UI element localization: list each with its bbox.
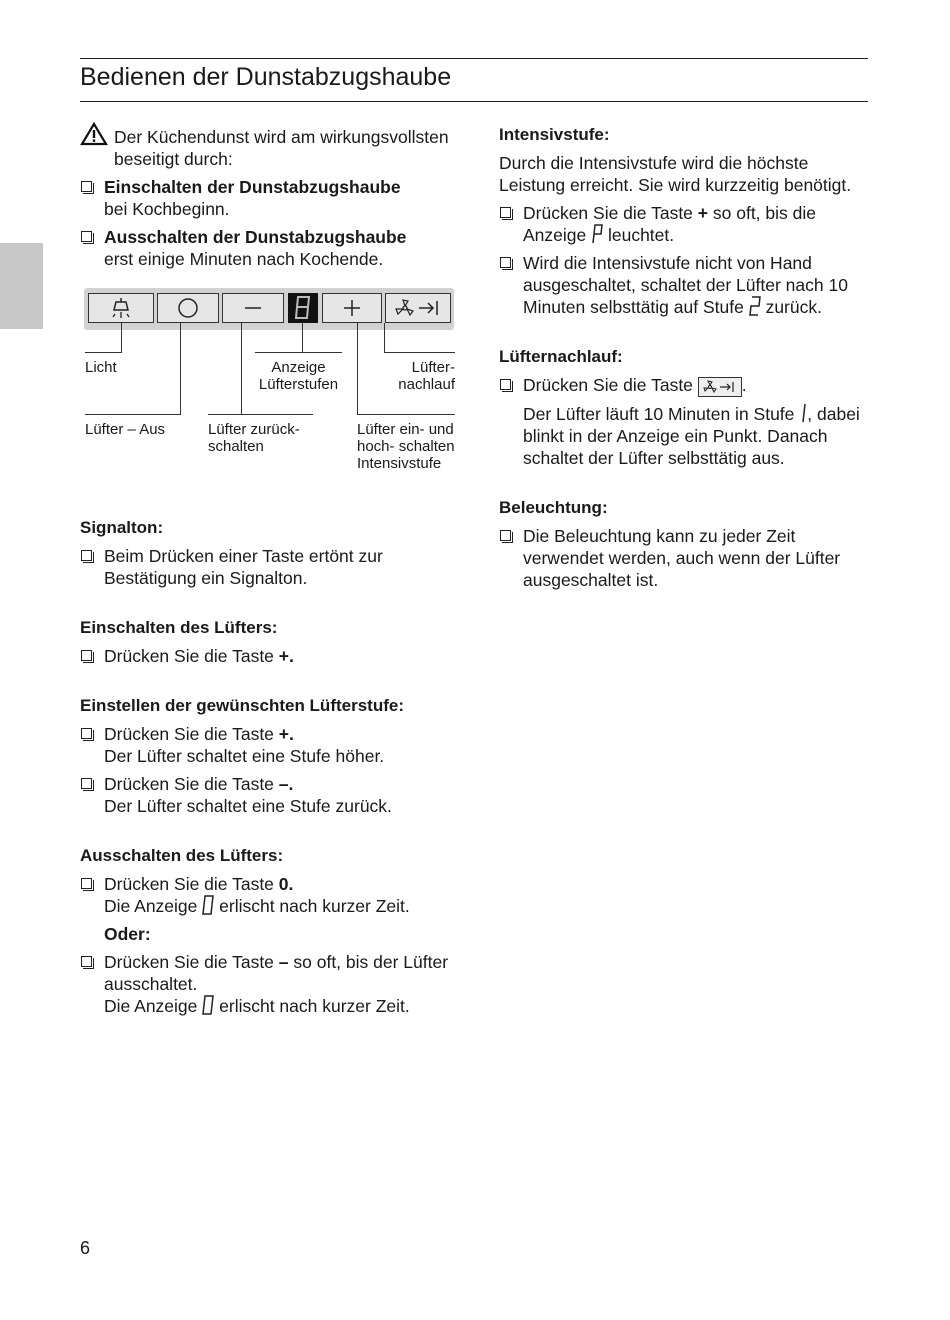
- item-text: Beim Drücken einer Taste ertönt zur Bestätigung ein Signalton.: [104, 546, 383, 588]
- seven-segment-display-icon: [294, 295, 312, 321]
- item-text: Drücken Sie die Taste: [104, 724, 279, 744]
- item-text: Die Beleuchtung kann zu jeder Zeit verwendet werden, auch wenn der Lüfter ausgeschaltet ist.: [523, 526, 841, 590]
- list-item: [80, 951, 470, 1017]
- page-title: Bedienen der Dunstabzugshaube: [80, 63, 452, 91]
- off-button: [157, 293, 219, 323]
- checkbox-bullet-icon: [81, 181, 92, 192]
- intro-text: Durch die Intensivstufe wird die höchste Leistung erreicht. Sie wird kurzzeitig benötigt.: [499, 153, 852, 195]
- einschalten-section: [80, 617, 470, 667]
- checkbox-bullet-icon: [81, 650, 92, 661]
- checkbox-bullet-icon: [81, 550, 92, 561]
- plus-icon: [341, 297, 363, 319]
- intensiv-section: [499, 124, 869, 318]
- beleuchtung-section: [499, 497, 869, 591]
- item-text: Die Anzeige: [104, 896, 203, 916]
- checkbox-bullet-icon: [500, 530, 511, 541]
- leader-line: [241, 323, 242, 415]
- key-label: +.: [278, 646, 294, 666]
- einstellen-section: [80, 695, 470, 817]
- leader-line: [357, 323, 358, 415]
- list-item: [80, 645, 470, 667]
- list-item: [499, 252, 869, 318]
- item-text: Drücken Sie die Taste: [104, 874, 279, 894]
- item-text: erlischt nach kurzer Zeit.: [214, 896, 410, 916]
- item-text: Der Lüfter schaltet eine Stufe zurück.: [104, 796, 392, 816]
- checkbox-bullet-icon: [81, 728, 92, 739]
- item-text: Der Lüfter schaltet eine Stufe höher.: [104, 746, 385, 766]
- ausschalten-section: [80, 845, 470, 1017]
- right-column: [499, 124, 869, 597]
- list-item: [80, 226, 470, 270]
- item-text: Drücken Sie die Taste: [523, 203, 698, 223]
- control-panel-diagram: [80, 288, 456, 493]
- minus-button: [222, 293, 284, 323]
- intro-section: [80, 126, 470, 270]
- item-text: , dabei blinkt in der Anzeige ein Punkt. Danach schaltet der Lüfter selbsttätig aus.: [523, 404, 860, 468]
- list-item: [80, 873, 470, 917]
- item-text: zurück.: [760, 297, 822, 317]
- item-text: Drücken Sie die Taste: [523, 375, 698, 395]
- list-item: [80, 773, 470, 817]
- nachlauf-section: [499, 346, 869, 469]
- list-item: [499, 202, 869, 246]
- nachlauf-paragraph: [499, 403, 869, 469]
- leader-line: [357, 414, 455, 415]
- leader-line: [255, 352, 342, 353]
- section-heading: Intensivstufe:: [499, 125, 610, 144]
- fan-afterrun-key: [698, 377, 742, 397]
- section-heading: Lüfternachlauf:: [499, 347, 623, 366]
- item-text: Der Lüfter läuft 10 Minuten in Stufe: [523, 404, 800, 424]
- item-text: so oft, bis der Lüfter ausschaltet.: [104, 952, 449, 994]
- leader-line: [208, 414, 313, 415]
- label-nachlauf: Lüfter- nachlauf: [398, 359, 455, 393]
- item-text: Drücken Sie die Taste: [104, 952, 279, 972]
- checkbox-bullet-icon: [81, 956, 92, 967]
- leader-line: [302, 323, 303, 353]
- section-heading: Beleuchtung:: [499, 498, 608, 517]
- display-two-icon: [749, 296, 761, 316]
- list-item: [499, 525, 869, 591]
- item-text: Drücken Sie die Taste: [104, 646, 279, 666]
- header-top-rule: [80, 58, 868, 59]
- warning-text: Der Küchendunst wird am wirkungsvollsten beseitigt durch:: [114, 127, 449, 169]
- section-heading: Einschalten des Lüfters:: [80, 618, 278, 637]
- minus-icon: [242, 297, 264, 319]
- checkbox-bullet-icon: [81, 231, 92, 242]
- fan-afterrun-icon: [393, 297, 443, 319]
- chapter-tab: [0, 243, 43, 329]
- key-label: +: [697, 203, 709, 223]
- fan-afterrun-icon: [702, 380, 738, 394]
- item-text: Wird die Intensivstufe nicht von Hand ausgeschaltet, schaltet der Lüfter nach 10 Minuten selbsttätig auf Stufe: [523, 253, 848, 317]
- display-p-icon: [591, 224, 603, 244]
- left-column: [80, 126, 470, 1023]
- leader-line: [85, 352, 122, 353]
- warning-icon: [80, 122, 108, 146]
- item-text: so oft, bis die Anzeige: [523, 203, 816, 245]
- item-text: Drücken Sie die Taste: [104, 774, 279, 794]
- list-item: [80, 723, 470, 767]
- fan-afterrun-button: [385, 293, 451, 323]
- checkbox-bullet-icon: [81, 778, 92, 789]
- leader-line: [121, 323, 122, 353]
- item-bold: Einschalten der Dunstabzugshaube: [104, 177, 401, 197]
- label-zurueck: Lüfter zurück- schalten: [208, 421, 300, 455]
- page-number: 6: [80, 1238, 91, 1258]
- leader-line: [85, 414, 181, 415]
- leader-line: [180, 323, 181, 415]
- key-label: 0.: [278, 874, 294, 894]
- item-bold: Ausschalten der Dunstabzugshaube: [104, 227, 407, 247]
- fan-level-display: [288, 293, 318, 323]
- display-zero-icon: [202, 895, 214, 915]
- key-label: +.: [278, 724, 294, 744]
- list-item: [499, 374, 869, 397]
- list-item: [80, 176, 470, 220]
- label-ein: Lüfter ein- und hoch- schalten Intensivstufe: [357, 421, 455, 472]
- display-zero-icon: [202, 995, 214, 1015]
- item-text: erlischt nach kurzer Zeit.: [214, 996, 410, 1016]
- light-button: [88, 293, 154, 323]
- item-text: leuchtet.: [603, 225, 675, 245]
- list-item: [80, 545, 470, 589]
- checkbox-bullet-icon: [500, 379, 511, 390]
- section-heading: Ausschalten des Lüfters:: [80, 846, 284, 865]
- signalton-section: [80, 517, 470, 589]
- section-heading: Einstellen der gewünschten Lüfterstufe:: [80, 696, 404, 715]
- section-heading: Signalton:: [80, 518, 164, 537]
- header-bottom-rule: [80, 101, 868, 102]
- light-icon: [110, 295, 132, 321]
- label-licht: Licht: [85, 359, 117, 376]
- key-label: –.: [278, 774, 294, 794]
- checkbox-bullet-icon: [81, 878, 92, 889]
- item-text: bei Kochbeginn.: [104, 199, 230, 219]
- item-text: .: [741, 375, 747, 395]
- label-anzeige: Anzeige Lüfterstufen: [258, 359, 339, 393]
- checkbox-bullet-icon: [500, 207, 511, 218]
- plus-button: [322, 293, 382, 323]
- item-text: erst einige Minuten nach Kochende.: [104, 249, 384, 269]
- oder-label: Oder:: [104, 924, 151, 944]
- checkbox-bullet-icon: [500, 257, 511, 268]
- leader-line: [384, 323, 385, 353]
- item-text: Die Anzeige: [104, 996, 203, 1016]
- circle-off-icon: [177, 297, 199, 319]
- label-aus: Lüfter – Aus: [85, 421, 166, 438]
- leader-line: [384, 352, 455, 353]
- key-label: –: [278, 952, 289, 972]
